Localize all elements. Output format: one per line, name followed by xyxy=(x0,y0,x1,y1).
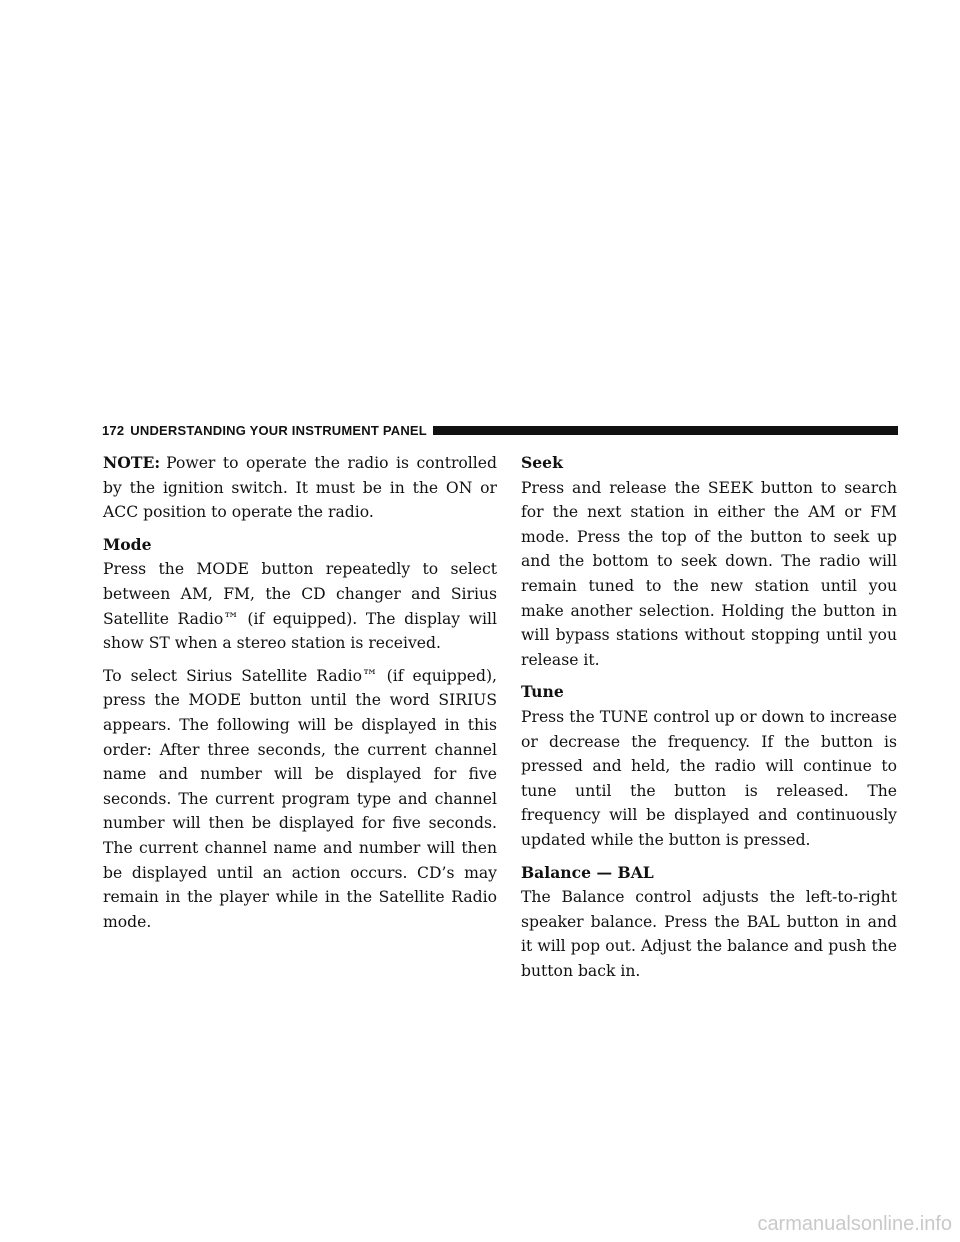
watermark: carmanualsonline.info xyxy=(757,1213,952,1235)
header-rule xyxy=(433,426,898,435)
tune-paragraph: Press the TUNE control up or down to increase or decrease the frequency. If the button is pressed and held, the radio will continue to tune until the button is released. The frequency will be displayed and continuously updated while the button is pressed. xyxy=(521,707,897,849)
note-paragraph xyxy=(103,451,497,525)
seek-heading: Seek xyxy=(521,453,563,472)
left-column xyxy=(103,451,497,942)
balance-heading: Balance — BAL xyxy=(521,862,654,882)
page-number: 172 xyxy=(102,422,125,438)
note-text: Power to operate the radio is controlled by the ignition switch. It must be in the ON or ACC position to operate the radio. xyxy=(103,454,497,522)
mode-heading: Mode xyxy=(103,534,152,554)
page-header xyxy=(102,421,898,439)
note-label: NOTE: xyxy=(103,453,161,472)
mode-paragraph-2: To select Sirius Satellite Radio™ (if equipped), press the MODE button until the word SIRIUS appears. The following will be displayed in this order: After three seconds, the current channel name and number will be displayed for five seconds. The current program type and channel number will then be displayed for five seconds. The current channel name and number will then be displayed until an action occurs. CD’s may remain in the player while in the Satellite Radio mode. xyxy=(103,666,497,931)
balance-paragraph: The Balance control adjusts the left-to-right speaker balance. Press the BAL button in and it will pop out. Adjust the balance and push the button back in. xyxy=(521,888,897,980)
seek-paragraph: Press and release the SEEK button to search for the next station in either the AM or FM mode. Press the top of the button to seek up and the bottom to seek down. The radio will remain tuned to the new station until you make another selection. Holding the button in will bypass stations without stopping until you release it. xyxy=(521,478,897,669)
mode-paragraph-1: Press the MODE button repeatedly to select between AM, FM, the CD changer and Sirius Satellite Radio™ (if equipped). The display will show ST when a stereo station is received. xyxy=(103,560,497,653)
right-column xyxy=(521,451,897,991)
header-text xyxy=(102,423,427,438)
section-title: UNDERSTANDING YOUR INSTRUMENT PANEL xyxy=(130,422,427,438)
tune-heading: Tune xyxy=(521,682,564,702)
